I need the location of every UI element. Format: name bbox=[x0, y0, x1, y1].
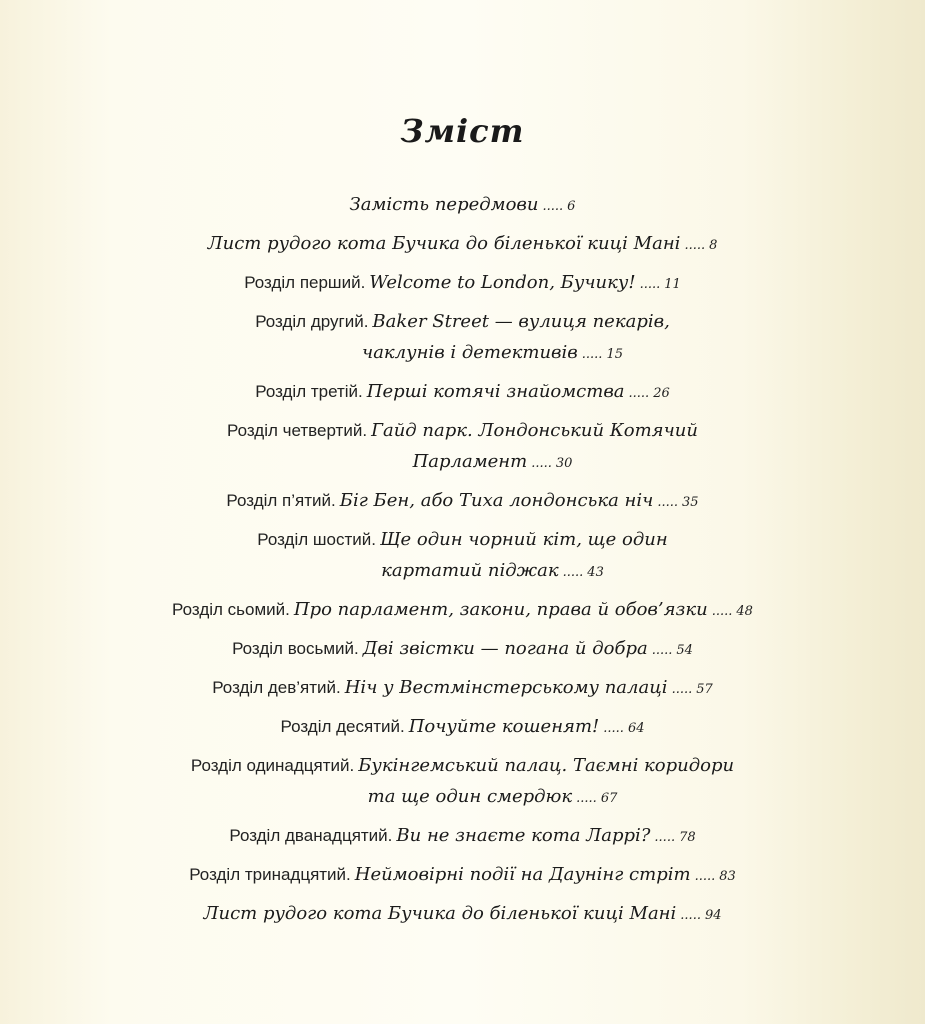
toc-entry-title: Почуйте кошенят! bbox=[408, 716, 600, 737]
toc-entry-page: 15 bbox=[606, 347, 623, 362]
toc-entry-preface bbox=[0, 190, 925, 222]
toc-entry-page: 78 bbox=[679, 830, 696, 845]
toc-entry-page: 6 bbox=[567, 199, 576, 214]
toc-entry-title-continued: картатий піджак bbox=[381, 560, 559, 581]
toc-entry-page: 26 bbox=[653, 386, 670, 401]
toc-entry-dots: ..... bbox=[576, 791, 597, 806]
toc-entry-chapter-8 bbox=[0, 634, 925, 666]
toc-line bbox=[0, 899, 925, 931]
toc-line bbox=[0, 821, 925, 853]
toc-entry-chapter-11 bbox=[0, 751, 925, 814]
toc-entry-title-continued: Парламент bbox=[412, 451, 528, 472]
toc-entry-dots: ..... bbox=[603, 721, 624, 736]
toc-entry-page: 11 bbox=[664, 277, 681, 292]
toc-line-continued bbox=[0, 782, 925, 814]
toc-entry-chapter-6 bbox=[0, 525, 925, 588]
toc-entry-chapter-7 bbox=[0, 595, 925, 627]
toc-entry-page: 43 bbox=[587, 565, 604, 580]
toc-line bbox=[0, 751, 925, 782]
toc-line bbox=[0, 860, 925, 892]
toc-line bbox=[0, 307, 925, 338]
toc-entry-title-continued: чаклунів і детективів bbox=[362, 342, 578, 363]
toc-entry-dots: ..... bbox=[654, 830, 676, 845]
toc-entry-label: Розділ дев’ятий. bbox=[212, 678, 341, 697]
toc-entry-title: Букінгемський палац. Таємні коридори bbox=[358, 755, 735, 776]
table-of-contents bbox=[0, 190, 925, 938]
page-title: Зміст bbox=[400, 112, 525, 150]
toc-entry-chapter-12 bbox=[0, 821, 925, 853]
toc-line bbox=[0, 486, 925, 518]
toc-line bbox=[0, 190, 925, 222]
toc-entry-dots: ..... bbox=[680, 908, 701, 923]
toc-entry-label: Розділ дванадцятий. bbox=[229, 826, 393, 845]
toc-entry-dots: ..... bbox=[657, 495, 679, 510]
toc-entry-page: 67 bbox=[600, 791, 618, 806]
toc-entry-title: Welcome to London, Бучику! bbox=[369, 272, 636, 293]
toc-entry-title: Ви не знаєте кота Ларрі? bbox=[396, 825, 651, 846]
toc-line-continued bbox=[0, 338, 925, 370]
toc-entry-letter bbox=[0, 229, 925, 261]
toc-entry-page: 94 bbox=[704, 908, 722, 923]
toc-entry-label: Розділ четвертий. bbox=[227, 421, 368, 440]
toc-entry-page: 83 bbox=[719, 869, 736, 884]
toc-line bbox=[0, 712, 925, 744]
toc-entry-title: Біг Бен, або Тиха лондонська ніч bbox=[339, 490, 654, 511]
toc-entry-page: 30 bbox=[555, 456, 573, 471]
toc-entry-dots: ..... bbox=[711, 604, 733, 619]
toc-entry-label: Розділ восьмий. bbox=[232, 639, 359, 658]
toc-entry-title: Гайд парк. Лондонський Котячий bbox=[371, 420, 698, 441]
toc-entry-chapter-9 bbox=[0, 673, 925, 705]
toc-line bbox=[0, 595, 925, 627]
toc-entry-page: 57 bbox=[696, 682, 713, 697]
toc-entry-page: 48 bbox=[736, 604, 753, 619]
toc-entry-title: Baker Street — вулиця пекарів, bbox=[372, 311, 670, 332]
toc-entry-dots: ..... bbox=[671, 682, 693, 697]
toc-entry-dots: ..... bbox=[542, 199, 564, 214]
toc-entry-label: Розділ другий. bbox=[255, 312, 369, 331]
toc-entry-label: Розділ десятий. bbox=[280, 717, 405, 736]
toc-entry-dots: ..... bbox=[581, 347, 603, 362]
toc-line bbox=[0, 229, 925, 261]
toc-entry-label: Розділ тринадцятий. bbox=[189, 865, 351, 884]
toc-entry-title: Неймовірні події на Даунінг стріт bbox=[354, 864, 691, 885]
toc-entry-dots: ..... bbox=[639, 277, 661, 292]
toc-entry-chapter-1 bbox=[0, 268, 925, 300]
toc-entry-chapter-3 bbox=[0, 377, 925, 409]
toc-entry-label: Розділ третій. bbox=[255, 382, 363, 401]
toc-entry-label: Розділ перший. bbox=[244, 273, 366, 292]
toc-line bbox=[0, 268, 925, 300]
toc-entry-label: Розділ сьомий. bbox=[172, 600, 290, 619]
toc-entry-page: 8 bbox=[709, 238, 718, 253]
toc-line-continued bbox=[0, 556, 925, 588]
toc-entry-chapter-4 bbox=[0, 416, 925, 479]
toc-entry-title: Перші котячі знайомства bbox=[366, 381, 625, 402]
toc-entry-chapter-10 bbox=[0, 712, 925, 744]
toc-entry-title: Ніч у Вестмінстерському палаці bbox=[344, 677, 668, 698]
toc-entry-dots: ..... bbox=[628, 386, 650, 401]
toc-entry-title: Дві звістки — погана й добра bbox=[362, 638, 648, 659]
toc-entry-chapter-13 bbox=[0, 860, 925, 892]
toc-entry-page: 64 bbox=[627, 721, 645, 736]
toc-entry-label: Розділ одинадцятий. bbox=[190, 756, 355, 775]
toc-entry-label: Розділ п’ятий. bbox=[226, 491, 336, 510]
toc-entry-chapter-2 bbox=[0, 307, 925, 370]
toc-line bbox=[0, 416, 925, 447]
toc-entry-page: 35 bbox=[682, 495, 699, 510]
toc-entry-label: Розділ шостий. bbox=[257, 530, 376, 549]
toc-entry-dots: ..... bbox=[562, 565, 584, 580]
toc-line bbox=[0, 525, 925, 556]
toc-line-continued bbox=[0, 447, 925, 479]
toc-entry-dots: ..... bbox=[684, 238, 706, 253]
toc-entry-page: 54 bbox=[676, 643, 693, 658]
toc-line bbox=[0, 634, 925, 666]
toc-entry-dots: ..... bbox=[694, 869, 716, 884]
toc-entry-dots: ..... bbox=[531, 456, 552, 471]
toc-entry-title: Лист рудого кота Бучика до біленької киці Мані bbox=[203, 903, 677, 924]
toc-entry-chapter-5 bbox=[0, 486, 925, 518]
toc-entry-title: Замість передмови bbox=[349, 194, 539, 215]
toc-entry-title: Ще один чорний кіт, ще один bbox=[379, 529, 668, 550]
toc-entry-dots: ..... bbox=[651, 643, 673, 658]
toc-entry-title: Про парламент, закони, права й обов’язки bbox=[293, 599, 708, 620]
toc-line bbox=[0, 673, 925, 705]
toc-entry-title: Лист рудого кота Бучика до біленької киці Мані bbox=[207, 233, 681, 254]
toc-entry-title-continued: та ще один смердюк bbox=[367, 786, 573, 807]
toc-entry-letter-final bbox=[0, 899, 925, 931]
toc-line bbox=[0, 377, 925, 409]
